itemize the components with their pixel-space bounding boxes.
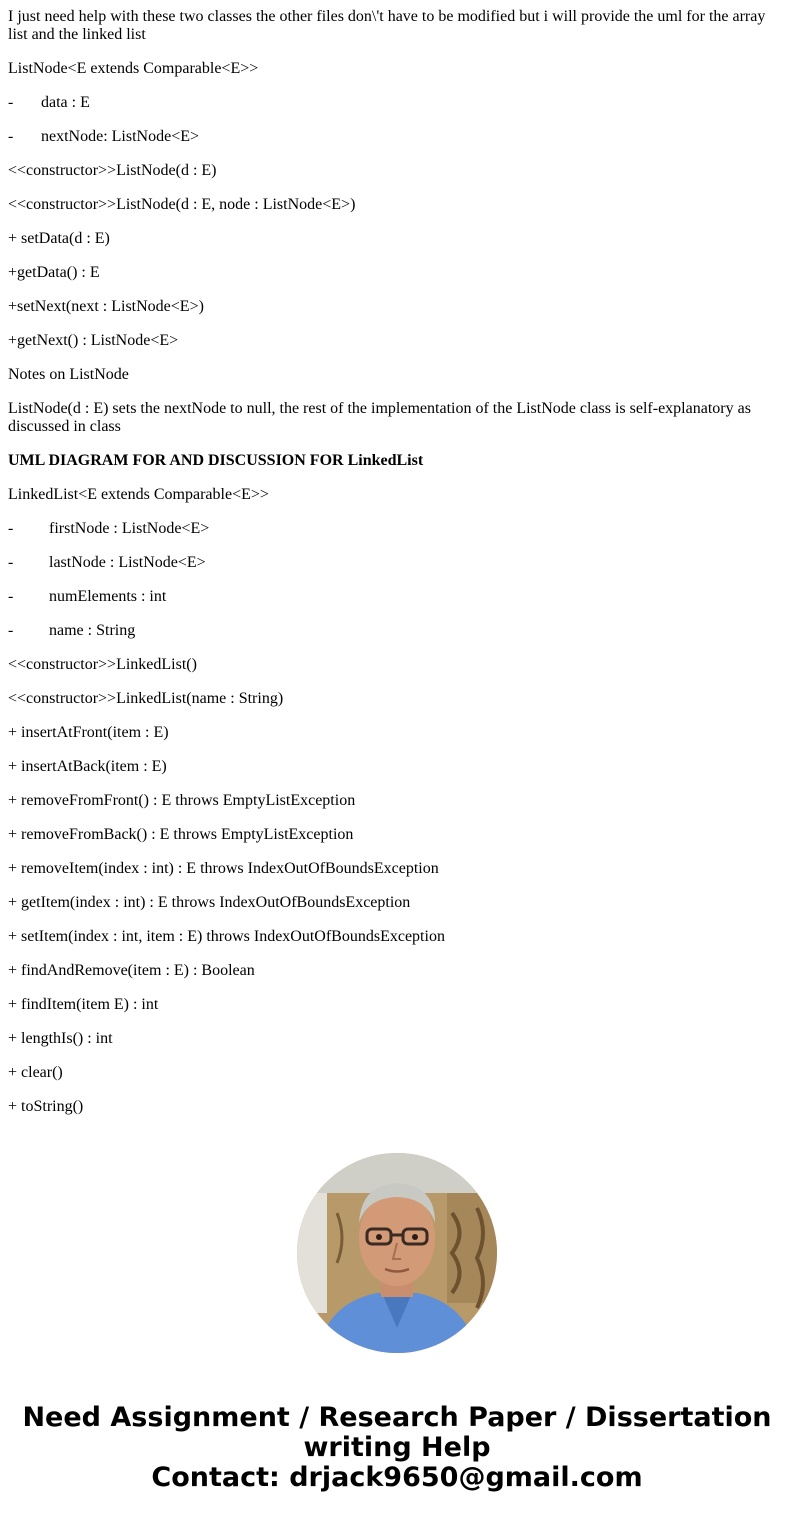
field-text: name : String xyxy=(49,622,136,639)
linkedlist-method: <<constructor>>LinkedList(name : String) xyxy=(8,690,284,707)
promo-line-1: Need Assignment / Research Paper / Dissertation xyxy=(22,1402,772,1433)
listnode-notes-title: Notes on ListNode xyxy=(8,366,129,383)
private-marker: - xyxy=(8,554,14,571)
promo-contact-line: Contact: drjack9650@gmail.com xyxy=(151,1462,643,1493)
intro-text: I just need help with these two classes the other files don\'t have to be modified but i will provide the uml for the array list and the linked list xyxy=(8,8,770,43)
linkedlist-field xyxy=(8,588,778,606)
field-text: firstNode : ListNode<E> xyxy=(49,520,210,537)
listnode-method: <<constructor>>ListNode(d : E, node : ListNode<E>) xyxy=(8,196,356,213)
linkedlist-method: + lengthIs() : int xyxy=(8,1030,113,1047)
listnode-field xyxy=(8,94,778,112)
listnode-method: <<constructor>>ListNode(d : E) xyxy=(8,162,217,179)
linkedlist-method: + getItem(index : int) : E throws IndexOutOfBoundsException xyxy=(8,894,411,911)
linkedlist-method: + insertAtFront(item : E) xyxy=(8,724,169,741)
linkedlist-method: + setItem(index : int, item : E) throws IndexOutOfBoundsException xyxy=(8,928,445,945)
linkedlist-class-header: LinkedList<E extends Comparable<E>> xyxy=(8,486,269,503)
listnode-method: +getNext() : ListNode<E> xyxy=(8,332,179,349)
private-marker: - xyxy=(8,622,14,639)
field-text: nextNode: ListNode<E> xyxy=(41,128,200,145)
linkedlist-method: + removeItem(index : int) : E throws IndexOutOfBoundsException xyxy=(8,860,439,877)
listnode-class-header: ListNode<E extends Comparable<E>> xyxy=(8,60,259,77)
linkedlist-method: + findAndRemove(item : E) : Boolean xyxy=(8,962,255,979)
promo-line-2: writing Help xyxy=(303,1432,491,1463)
field-text: data : E xyxy=(41,94,90,111)
private-marker: - xyxy=(8,588,14,605)
private-marker: - xyxy=(8,128,14,145)
linkedlist-method: + removeFromBack() : E throws EmptyListException xyxy=(8,826,354,843)
private-marker: - xyxy=(8,94,14,111)
promo-banner xyxy=(0,1403,794,1493)
private-marker: - xyxy=(8,520,14,537)
linkedlist-method: <<constructor>>LinkedList() xyxy=(8,656,197,673)
author-avatar xyxy=(297,1153,497,1353)
listnode-method: + setData(d : E) xyxy=(8,230,110,247)
linkedlist-field xyxy=(8,622,778,640)
linkedlist-field xyxy=(8,554,778,572)
field-text: lastNode : ListNode<E> xyxy=(49,554,206,571)
linkedlist-method: + findItem(item E) : int xyxy=(8,996,159,1013)
linkedlist-method: + clear() xyxy=(8,1064,63,1081)
listnode-field xyxy=(8,128,778,146)
document-body xyxy=(8,8,778,1132)
listnode-notes-text: ListNode(d : E) sets the nextNode to null, the rest of the implementation of the ListNode class is self-explanatory as discussed in class xyxy=(8,400,755,435)
linkedlist-method: + toString() xyxy=(8,1098,84,1115)
linkedlist-method: + removeFromFront() : E throws EmptyListException xyxy=(8,792,356,809)
listnode-method: +getData() : E xyxy=(8,264,100,281)
field-text: numElements : int xyxy=(49,588,167,605)
linkedlist-section-title: UML DIAGRAM FOR AND DISCUSSION FOR LinkedList xyxy=(8,452,424,469)
listnode-method: +setNext(next : ListNode<E>) xyxy=(8,298,204,315)
avatar-portrait xyxy=(297,1153,497,1353)
linkedlist-field xyxy=(8,520,778,538)
linkedlist-method: + insertAtBack(item : E) xyxy=(8,758,167,775)
